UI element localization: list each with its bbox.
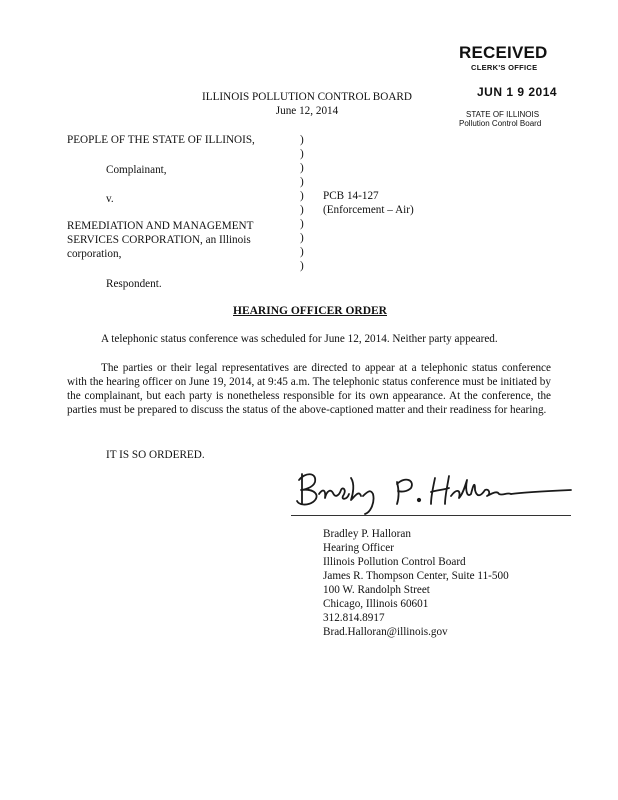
- signer-email: Brad.Halloran@illinois.gov: [323, 626, 448, 638]
- respondent-line-2: SERVICES CORPORATION, an Illinois: [67, 234, 251, 246]
- signature-line: [291, 515, 571, 516]
- plaintiff-name: PEOPLE OF THE STATE OF ILLINOIS,: [67, 134, 255, 146]
- signer-org: Illinois Pollution Control Board: [323, 556, 466, 568]
- signer-name: Bradley P. Halloran: [323, 528, 411, 540]
- received-stamp-board: Pollution Control Board: [459, 119, 542, 128]
- received-stamp-title: RECEIVED: [459, 43, 548, 62]
- signer-address-1: James R. Thompson Center, Suite 11-500: [323, 570, 509, 582]
- case-number: PCB 14-127: [323, 190, 379, 202]
- respondent-line-1: REMEDIATION AND MANAGEMENT: [67, 220, 254, 232]
- order-title: HEARING OFFICER ORDER: [233, 305, 387, 317]
- caption-paren: ): [300, 162, 304, 174]
- caption-paren: ): [300, 190, 304, 202]
- caption-paren: ): [300, 232, 304, 244]
- caption-paren: ): [300, 134, 304, 146]
- signer-city: Chicago, Illinois 60601: [323, 598, 429, 610]
- received-stamp-office: CLERK'S OFFICE: [471, 63, 538, 72]
- agency-heading: ILLINOIS POLLUTION CONTROL BOARD: [202, 91, 412, 103]
- signer-title: Hearing Officer: [323, 542, 394, 554]
- case-type: (Enforcement – Air): [323, 204, 414, 216]
- respondent-role: Respondent.: [106, 278, 162, 290]
- received-stamp-date: JUN 1 9 2014: [477, 85, 558, 99]
- caption-paren: ): [300, 204, 304, 216]
- caption-paren: ): [300, 246, 304, 258]
- so-ordered: IT IS SO ORDERED.: [106, 449, 205, 461]
- caption-paren: ): [300, 260, 304, 272]
- order-date: June 12, 2014: [275, 105, 339, 117]
- order-paragraph-2: The parties or their legal representatives are directed to appear at a telephonic status conference with the hearing officer on June 19, 2014, at 9:45 a.m. The telephonic status conference must be initiated by the complainant, but each party is nonetheless responsible for its own appearance. At the conference, the parties must be prepared to discuss the status of the above-captioned matter and their readiness for hearing.: [67, 362, 551, 416]
- signer-phone: 312.814.8917: [323, 612, 385, 624]
- handwritten-signature: [285, 460, 585, 518]
- order-paragraph-1: A telephonic status conference was scheduled for June 12, 2014. Neither party appeared.: [101, 333, 498, 345]
- caption-paren: ): [300, 176, 304, 188]
- caption-paren: ): [300, 148, 304, 160]
- versus: v.: [106, 193, 114, 205]
- caption-paren: ): [300, 218, 304, 230]
- received-stamp-state: STATE OF ILLINOIS: [466, 110, 540, 119]
- respondent-line-3: corporation,: [67, 248, 122, 260]
- signer-address-2: 100 W. Randolph Street: [323, 584, 430, 596]
- plaintiff-role: Complainant,: [106, 164, 167, 176]
